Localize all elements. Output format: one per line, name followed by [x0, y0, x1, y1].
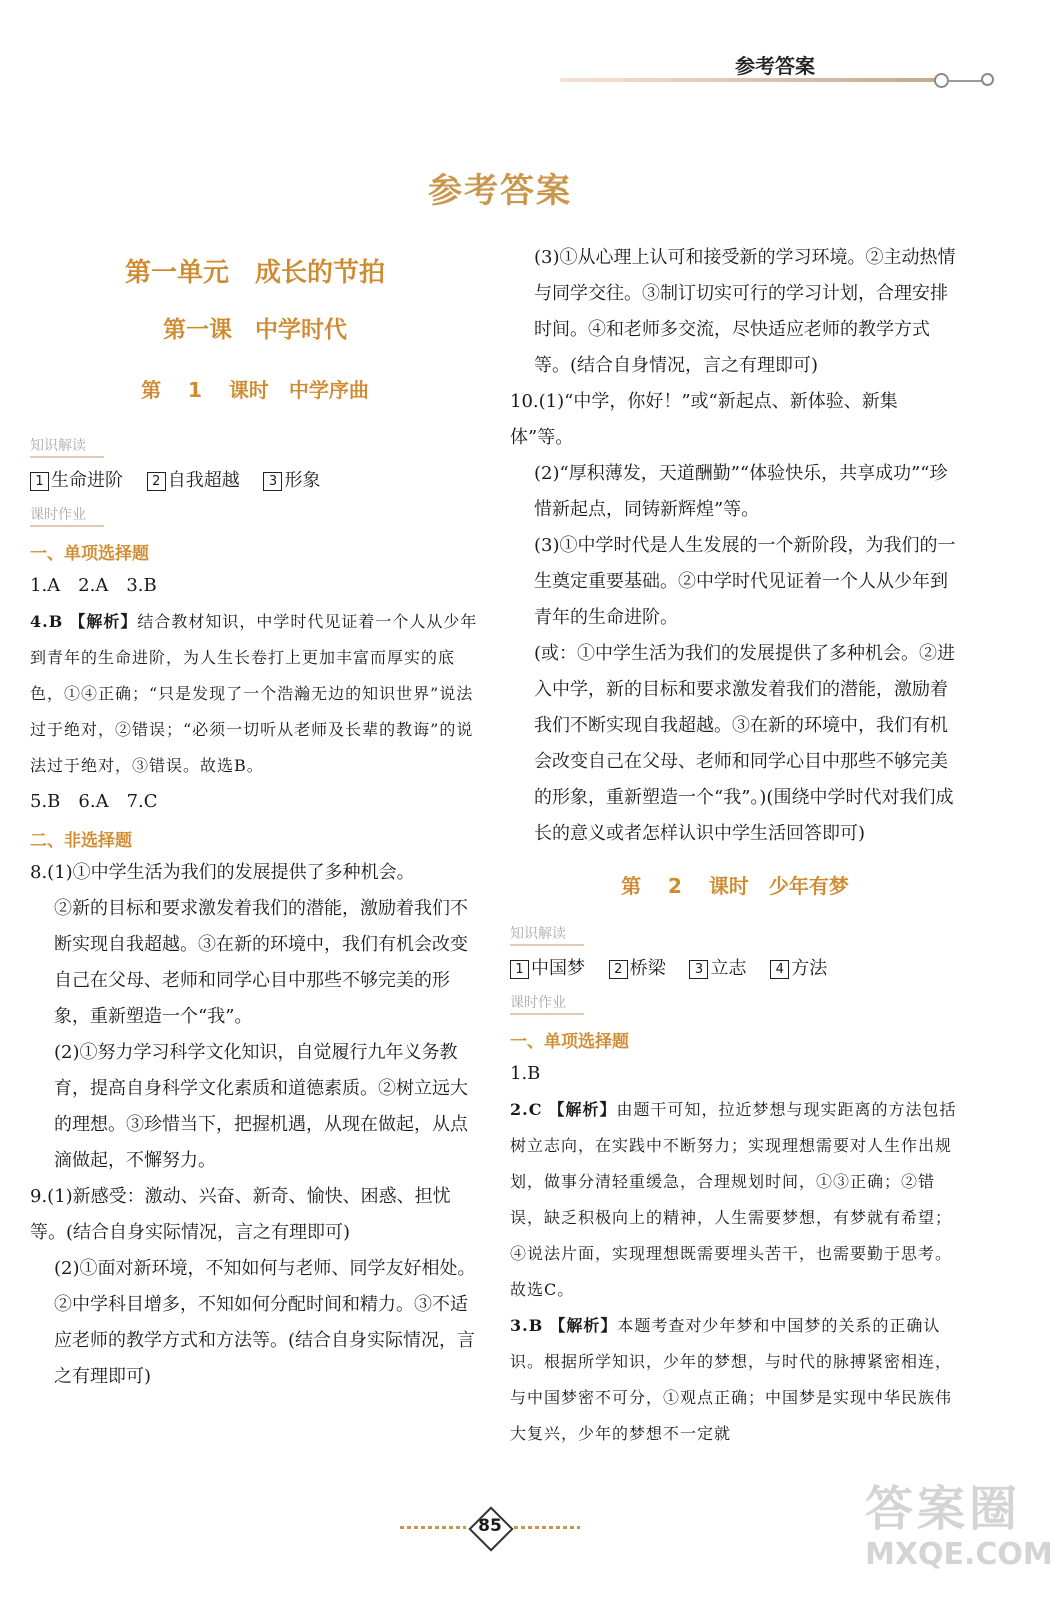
- answer-explained: [510, 1308, 960, 1452]
- analysis-text: 由题干可知，拉近梦想与现实距离的方法包括树立志向，在实践中不断努力；实现理想需要对人生作出规划，做事分清轻重缓急，合理规划时间，①③正确；②错误，缺乏积极向上的精神，人生需要梦想，有梦就有希望；④说法片面，实现理想既需要埋头苦干，也需要勤于思考。故选C。: [510, 1100, 957, 1299]
- number-box-icon: 1: [510, 960, 529, 979]
- period-title: 第 2 课时 少年有梦: [621, 874, 849, 898]
- page-number-badge: [400, 1508, 580, 1548]
- knowledge-tag: 知识解读: [510, 923, 584, 946]
- answer-line: (2)“厚积薄发，天道酬勤”“体验快乐，共享成功”“珍惜新起点，同铸新辉煌”等。: [534, 463, 948, 520]
- knowledge-answers: [30, 464, 480, 498]
- knowledge-text: 中国梦: [531, 958, 585, 979]
- analysis-text: 本题考查对少年梦和中国梦的关系的正确认识。根据所学知识，少年的梦想，与时代的脉搏紧密相连，与中国梦密不可分，①观点正确；中国梦是实现中华民族伟大复兴，少年的梦想不一定就: [510, 1316, 953, 1443]
- knowledge-answers: [510, 952, 960, 986]
- knowledge-text: 立志: [710, 958, 747, 979]
- knowledge-item: [30, 470, 123, 491]
- watermark-text: 答案圈: [865, 1481, 1022, 1537]
- dotted-rule-right: [514, 1526, 580, 1529]
- lesson-title: 第一课 中学时代: [163, 317, 347, 343]
- knowledge-item: [689, 958, 746, 979]
- number-box-icon: 3: [263, 472, 282, 491]
- left-column: [30, 240, 480, 1395]
- knowledge-item: [147, 470, 240, 491]
- watermark-url: MXQE.COM: [865, 1537, 1053, 1572]
- answer-key: 4.B: [30, 612, 64, 631]
- answer-line: (2)①面对新环境，不知如何与老师、同学友好相处。②中学科目增多，不知如何分配时间和精力。③不适应老师的教学方式和方法等。(结合自身实际情况，言之有理即可): [54, 1258, 476, 1387]
- analysis-tag: 【解析】: [69, 612, 138, 631]
- knowledge-text: 桥梁: [629, 958, 666, 979]
- header-rule-tail: [948, 80, 982, 82]
- knowledge-text: 形象: [284, 470, 321, 491]
- answer-line: 10.(1)“中学，你好！”或“新起点、新体验、新集体”等。: [510, 391, 898, 448]
- homework-tag: 课时作业: [30, 504, 104, 527]
- answer-explained: [30, 604, 480, 784]
- section-heading: 二、非选择题: [30, 831, 132, 851]
- answer-line: (2)①努力学习科学文化知识，自觉履行九年义务教育，提高自身科学文化素质和道德素质。②树立远大的理想。③珍惜当下，把握机遇，从现在做起，从点滴做起，不懈努力。: [54, 1042, 468, 1171]
- page-title: 参考答案: [428, 171, 572, 211]
- dotted-rule-left: [400, 1526, 466, 1529]
- knowledge-item: [609, 958, 666, 979]
- header-circle-icon: [934, 73, 949, 88]
- header-rule: [560, 78, 940, 82]
- section-heading: 一、单项选择题: [30, 544, 149, 564]
- right-column: [510, 240, 960, 1452]
- answer-line: 5.B 6.A 7.C: [30, 791, 158, 812]
- diamond-icon: [470, 1508, 510, 1548]
- number-box-icon: 3: [689, 960, 708, 979]
- analysis-tag: 【解析】: [549, 1316, 618, 1335]
- answer-explained: [510, 1092, 960, 1308]
- knowledge-text: 自我超越: [167, 470, 240, 491]
- answer-line: 1.B: [510, 1063, 541, 1084]
- answer-line: 1.A 2.A 3.B: [30, 575, 157, 596]
- watermark-logo: [865, 1470, 1055, 1590]
- knowledge-text: 方法: [791, 958, 828, 979]
- knowledge-tag: 知识解读: [30, 435, 104, 458]
- header-circle-small-icon: [981, 73, 994, 86]
- answer-line: (3)①中学时代是人生发展的一个新阶段，为我们的一生奠定重要基础。②中学时代见证着一个人从少年到青年的生命进阶。: [534, 535, 956, 628]
- homework-tag: 课时作业: [510, 992, 584, 1015]
- analysis-tag: 【解析】: [548, 1100, 617, 1119]
- answer-line: (3)①从心理上认可和接受新的学习环境。②主动热情与同学交往。③制订切实可行的学习计划，合理安排时间。④和老师多交流，尽快适应老师的教学方式等。(结合自身情况，言之有理即可): [534, 247, 956, 376]
- answer-key: 3.B: [510, 1316, 544, 1335]
- knowledge-text: 生命进阶: [51, 470, 123, 491]
- answer-key: 2.C: [510, 1100, 543, 1119]
- period-title: 第 1 课时 中学序曲: [141, 378, 369, 402]
- number-box-icon: 4: [770, 960, 789, 979]
- page-number: 85: [478, 1516, 502, 1536]
- knowledge-item: [263, 470, 320, 491]
- knowledge-item: [770, 958, 827, 979]
- unit-title: 第一单元 成长的节拍: [124, 258, 385, 288]
- number-box-icon: 2: [147, 472, 166, 491]
- analysis-text: 结合教材知识，中学时代见证着一个人从少年到青年的生命进阶，为人生长卷打上更加丰富而厚实的底色，①④正确；“只是发现了一个浩瀚无边的知识世界”说法过于绝对，②错误；“必须一切听从老师及长辈的教诲”的说法过于绝对，③错误。故选B。: [30, 612, 478, 775]
- header-label: 参考答案: [735, 54, 815, 78]
- section-heading: 一、单项选择题: [510, 1032, 629, 1052]
- knowledge-item: [510, 958, 585, 979]
- answer-line: (或：①中学生活为我们的发展提供了多种机会。②进入中学，新的目标和要求激发着我们的潜能，激励着我们不断实现自我超越。③在新的环境中，我们有机会改变自己在父母、老师和同学心目中那些不够完美的形象，重新塑造一个“我”。)(围绕中学时代对我们成长的意义或者怎样认识中学生活回答即可): [534, 643, 956, 844]
- number-box-icon: 1: [30, 472, 49, 491]
- number-box-icon: 2: [609, 960, 628, 979]
- answer-line: 8.(1)①中学生活为我们的发展提供了多种机会。: [30, 862, 415, 883]
- answer-line: 9.(1)新感受：激动、兴奋、新奇、愉快、困惑、担忧等。(结合自身实际情况，言之有理即可): [30, 1186, 451, 1243]
- answer-line: ②新的目标和要求激发着我们的潜能，激励着我们不断实现自我超越。③在新的环境中，我们有机会改变自己在父母、老师和同学心目中那些不够完美的形象，重新塑造一个“我”。: [54, 898, 468, 1027]
